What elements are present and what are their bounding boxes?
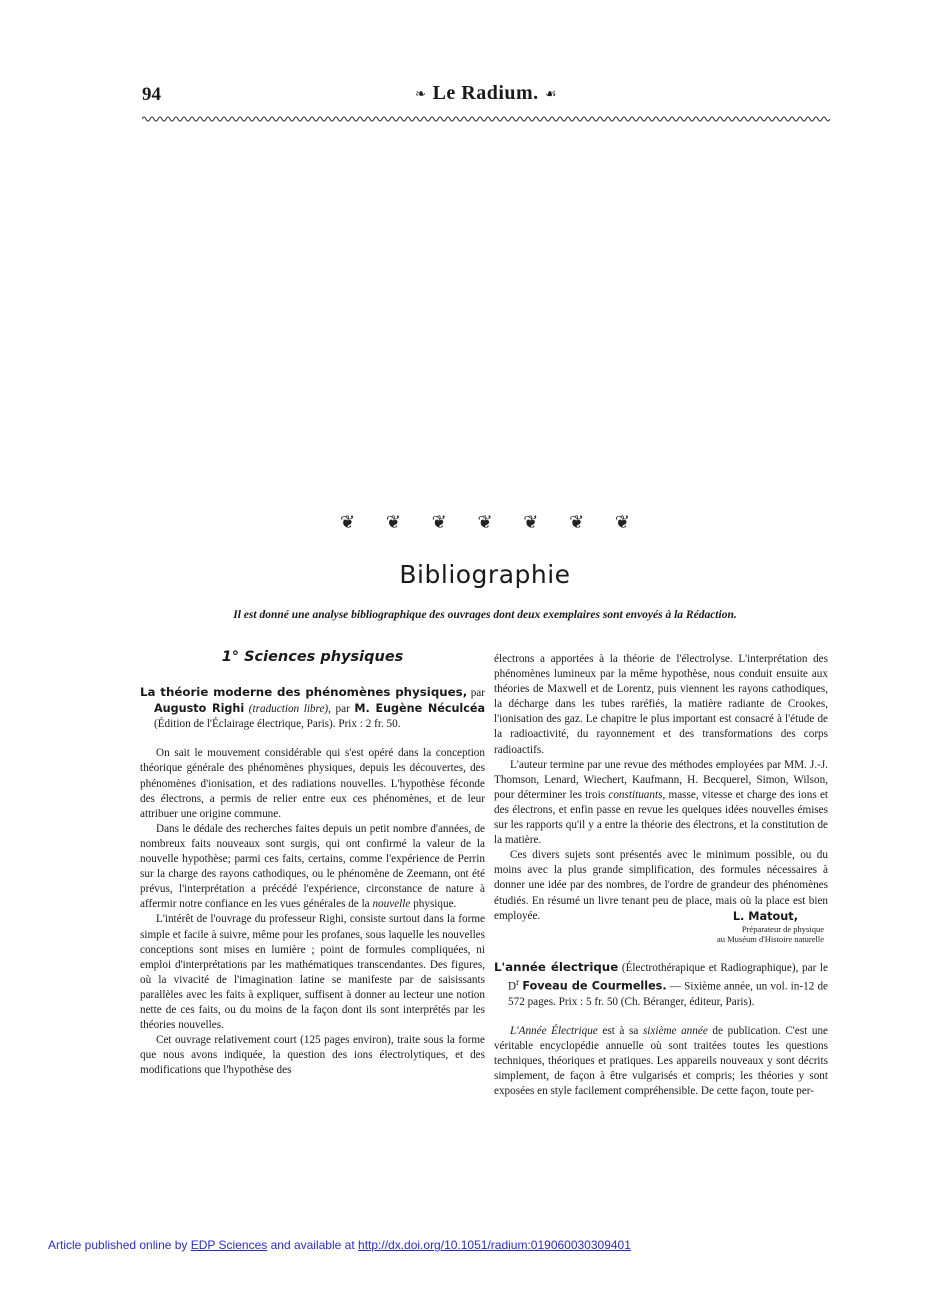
fleuron-icon: ❦	[385, 512, 401, 532]
reference-details: — Sixième année, un vol. in-12 de 572 pages. Prix : 5 fr. 50 (Ch. Béranger, éditeur, Paris).	[508, 980, 829, 1008]
intro-note: Il est donné une analyse bibliographique des ouvrages dont deux exemplaires sont envoyés à la Rédaction.	[233, 609, 737, 621]
fleuron-icon: ❦	[477, 512, 493, 532]
running-title	[142, 82, 830, 105]
review-signature: L. Matout,	[732, 909, 798, 923]
ornament-left-icon: ❧	[415, 86, 427, 102]
reference-title: L'année électrique	[494, 959, 619, 974]
right-column	[494, 652, 828, 1099]
doi-link[interactable]: http://dx.doi.org/10.1051/radium:019060030309401	[358, 1238, 631, 1252]
reference-translation-note: (traduction libre)	[248, 703, 329, 716]
reference-author: Augusto Righi	[154, 702, 245, 716]
left-column	[140, 650, 485, 1078]
italic-word: nouvelle	[372, 898, 411, 911]
journal-title: Le Radium.	[432, 82, 539, 104]
body-paragraph: électrons a apportées à la théorie de l'électrolyse. L'interprétation des phénomènes lumineux par la même hypothèse, nous conduit ensuite aux théories de Maxwell et de Lorentz, puis viennent les rayons cathodiques, la décharge dans les tubes raréfiés, la matière radiante de Crookes, l'ionisation des gaz. Le chapitre le plus important est consacré à l'étude de la radioactivité, du rayonnement et des transformations des corps radioactifs.	[494, 653, 828, 756]
body-paragraph: L'auteur termine par une revue des méthodes employées par MM. J.-J. Thomson, Lenard, Wiechert, Kaufmann, H. Becquerel, Simon, Wilson, pour déterminer les trois constituants, masse, vitesse et charge des ions et des électrons, et enfin passe en revue les quelques idées nouvelles émises sur les rapports qu'il y a entre la théorie des électrons, et la constitution de la matière.	[494, 758, 829, 847]
signature-title: Préparateur de physique	[741, 923, 824, 934]
signature-affiliation: au Muséum d'Histoire naturelle	[716, 933, 824, 944]
fleuron-icon: ❦	[340, 512, 356, 532]
body-paragraph: L'Année Électrique est à sa sixième année de publication. C'est une véritable encyclopédie annuelle où sont traitées toutes les questions techniques, théoriques et pratiques. Les appareils nouveaux y sont décrits simplement, de façon à être vulgarisés et compris; les théories y sont exposées en style facilement compréhensible. De cette façon, toute per-	[494, 1024, 828, 1098]
italic-word: constituants	[608, 788, 663, 801]
body-paragraph: On sait le mouvement considérable qui s'est opéré dans la conception théorique générale des phénomènes physiques, depuis les découvertes, des phénomènes d'ionisation, et des radiations nouvelles. L'hypothèse féconde des électrons, a permis de relier entre eux ces phénomènes, et de leur attribuer une origine commune.	[140, 747, 485, 820]
body-paragraph: Cet ouvrage relativement court (125 pages environ), traite sous la forme que nous avons indiquée, la question des ions électrolytiques, et des modifications que l'hypothèse des	[140, 1034, 485, 1077]
reference-subtitle: (Électrothérapique et Radiographique), par le D	[508, 961, 828, 993]
reference-translator: M. Eugène Néculcéa	[354, 702, 486, 716]
reference-title: La théorie moderne des phénomènes physiques,	[140, 685, 468, 700]
body-paragraph: Ces divers sujets sont présentés avec le minimum possible, ou du moins avec la plus grande simplification, des formules nécessaires à donner une idée par des nombres, de l'ordre de grandeur des phénomènes étudiés. En résumé un livre tenant peu de place, mais où la place est bien employée.	[494, 849, 828, 922]
reference-author: Foveau de Courmelles.	[522, 979, 667, 993]
fleuron-icon: ❦	[614, 512, 630, 532]
reference-by: par	[470, 687, 485, 700]
fleuron-row	[340, 510, 630, 534]
reference-entry	[494, 960, 828, 1010]
section-title: Bibliographie	[399, 560, 571, 589]
footer-prefix: Article published online by	[48, 1238, 188, 1252]
footer-middle: and available at	[270, 1238, 355, 1252]
reference-by2: , par	[328, 703, 350, 716]
ornament-right-icon: ☙	[544, 86, 557, 102]
subsection-heading: 1° Sciences physiques	[221, 649, 404, 665]
page-number: 94	[142, 84, 161, 105]
body-paragraph: L'intérêt de l'ouvrage du professeur Righi, consiste surtout dans la forme simple et facile à suivre, même pour les profanes, sous laquelle les nouvelles conceptions sont mises en lumière ; point de formules compliquées, ni emploi d'interprétations par les mathématiques transcendantes. Des figures, où la vivacité de l'imagination latine se manifeste par de saisissants parallèles avec les faits à expliquer, suffisent à donner au lecteur une notion nette de ces faits, ou du moins de la façon dont ils sont interprétés par les théories nouvelles.	[140, 913, 485, 1032]
body-paragraph: Dans le dédale des recherches faites depuis un petit nombre d'années, de nombreux faits nouveaux sont surgis, qui ont confirmé la valeur de la nouvelle hypothèse; parmi ces faits, certains, comme l'expérience de Perrin sur la charge des rayons cathodiques, ou le phénomène de Zeemann, ont été prévus, l'interprétation a précédé l'expérience, circonstance de nature à affermir notre confiance en les vues générales de la nouvelle physique.	[140, 822, 485, 911]
wavy-rule	[142, 113, 830, 125]
fleuron-icon: ❦	[431, 512, 447, 532]
fleuron-icon: ❦	[569, 512, 585, 532]
fleuron-icon: ❦	[523, 512, 539, 532]
publisher-link[interactable]: EDP Sciences	[190, 1238, 268, 1252]
reference-sup: r	[516, 977, 520, 988]
footer-note	[48, 1238, 631, 1252]
reference-entry	[140, 685, 485, 732]
page-header	[142, 80, 830, 114]
reference-publisher: (Édition de l'Éclairage électrique, Paris). Prix : 2 fr. 50.	[154, 718, 401, 731]
